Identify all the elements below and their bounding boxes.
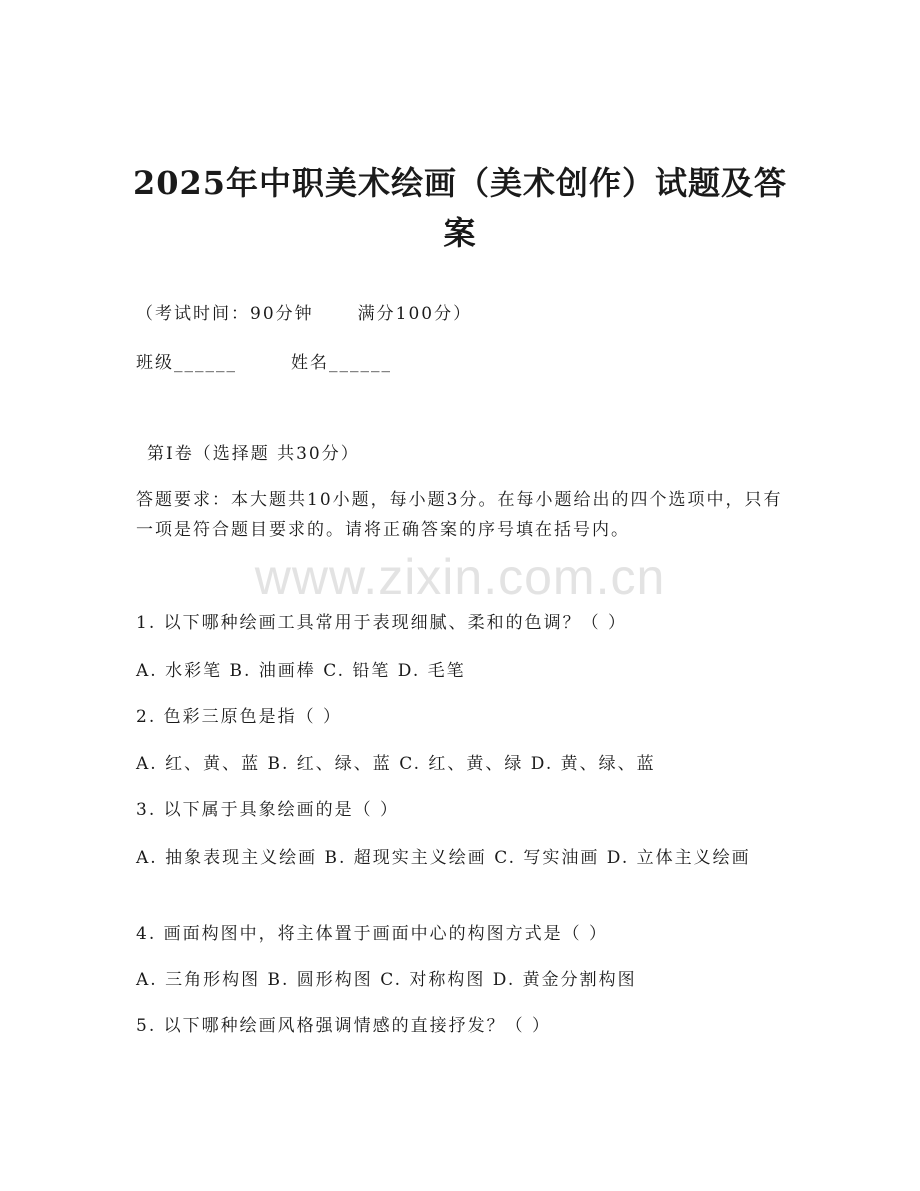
question-2-options: A. 红、黄、蓝 B. 红、绿、蓝 C. 红、黄、绿 D. 黄、绿、蓝 — [136, 754, 656, 774]
exam-time: （考试时间：90分钟 — [136, 304, 314, 324]
exam-info — [136, 303, 786, 325]
instructions: 答题要求：本大题共10小题，每小题3分。在每小题给出的四个选项中，只有一项是符合题目要求的。请将正确答案的序号填在括号内。 — [136, 490, 783, 540]
student-fields — [136, 352, 786, 374]
question-4-stem: 4. 画面构图中，将主体置于画面中心的构图方式是（ ） — [136, 924, 609, 944]
question-3-stem: 3. 以下属于具象绘画的是（ ） — [136, 800, 400, 820]
question-1-options: A. 水彩笔 B. 油画棒 C. 铅笔 D. 毛笔 — [136, 661, 466, 681]
document-title-line2: 案 — [443, 214, 477, 252]
question-2-stem: 2. 色彩三原色是指（ ） — [136, 707, 343, 727]
question-3-options: A. 抽象表现主义绘画 B. 超现实主义绘画 C. 写实油画 D. 立体主义绘画 — [136, 848, 751, 868]
question-4-options: A. 三角形构图 B. 圆形构图 C. 对称构图 D. 黄金分割构图 — [136, 970, 637, 990]
name-field: 姓名______ — [291, 353, 392, 373]
question-1-stem: 1. 以下哪种绘画工具常用于表现细腻、柔和的色调？（ ） — [136, 613, 628, 633]
class-field: 班级______ — [136, 353, 237, 373]
document-title-line1: 2025年中职美术绘画（美术创作）试题及答 — [132, 164, 788, 202]
watermark: www.zixin.com.cn — [254, 549, 666, 605]
exam-score: 满分100分） — [357, 304, 473, 324]
section-heading: 第Ⅰ卷（选择题 共30分） — [147, 444, 360, 464]
question-5-stem: 5. 以下哪种绘画风格强调情感的直接抒发？（ ） — [136, 1016, 552, 1036]
